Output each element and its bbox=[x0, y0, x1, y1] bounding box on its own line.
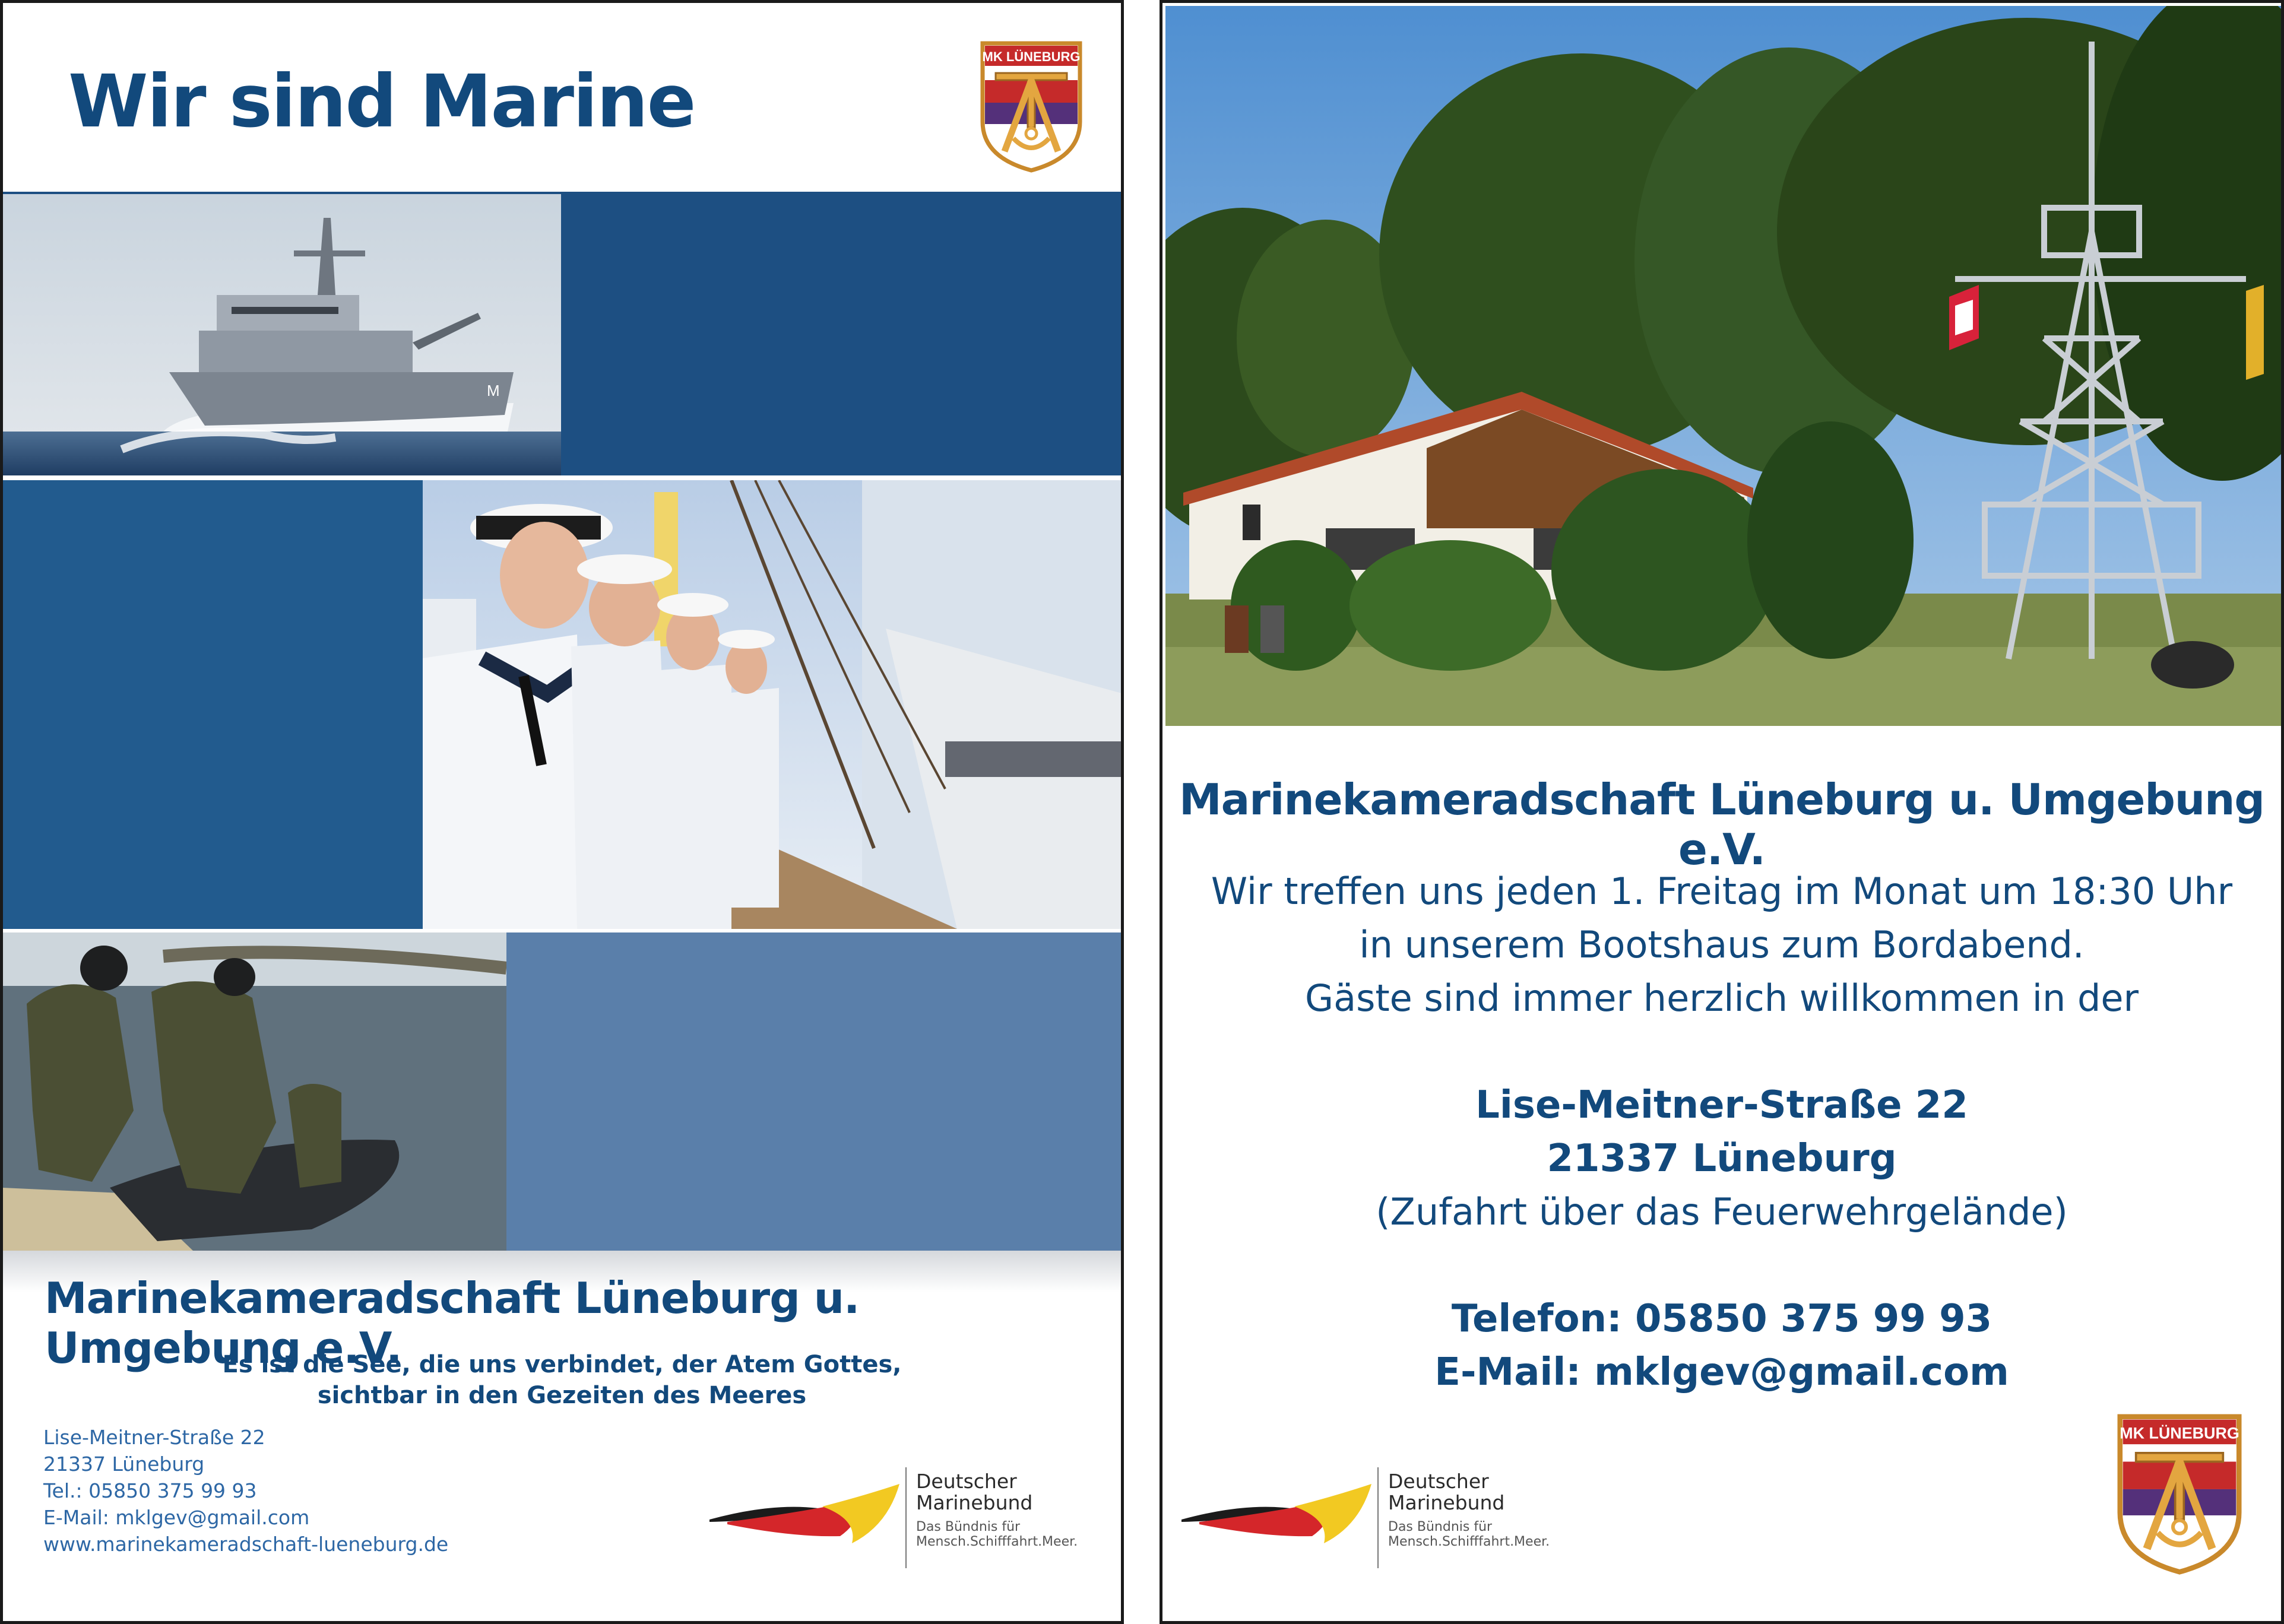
page-title: Wir sind Marine bbox=[68, 59, 695, 144]
navy-divers-photo bbox=[3, 932, 506, 1251]
sailors-photo bbox=[423, 480, 1124, 929]
partner-name-line: Marinebund bbox=[1388, 1491, 1505, 1514]
divider bbox=[3, 475, 1121, 480]
motto-line: Es ist die See, die uns verbindet, der Atem Gottes, bbox=[222, 1351, 902, 1378]
partner-name-line: Deutscher bbox=[1388, 1470, 1489, 1493]
logo-divider bbox=[1377, 1467, 1379, 1568]
partner-name-line: Marinebund bbox=[916, 1491, 1033, 1514]
address-city: 21337 Lüneburg bbox=[1547, 1137, 1897, 1181]
flyer-front bbox=[0, 0, 1124, 1624]
flyer-back bbox=[1160, 0, 2284, 1624]
meeting-info-line: in unserem Bootshaus zum Bordabend. bbox=[1359, 923, 2085, 966]
crest-label: MK LÜNEBURG bbox=[982, 49, 1081, 64]
contact-email[interactable]: E-Mail: mklgev@gmail.com bbox=[43, 1506, 310, 1529]
motto bbox=[3, 1349, 1121, 1411]
organization-heading: Marinekameradschaft Lüneburg u. Umgebung e.V. bbox=[1179, 775, 2264, 874]
organization-heading: Marinekameradschaft Lüneburg u. Umgebung e.V. bbox=[45, 1273, 860, 1373]
mk-crest-logo bbox=[2114, 1410, 2245, 1579]
address-access-note: (Zufahrt über das Feuerwehrgelände) bbox=[1376, 1190, 2068, 1233]
address-street: Lise-Meitner-Straße 22 bbox=[1475, 1083, 1968, 1127]
motto-line: sichtbar in den Gezeiten des Meeres bbox=[317, 1382, 807, 1409]
contact-block bbox=[43, 1424, 448, 1558]
mk-crest-logo bbox=[978, 39, 1085, 175]
warship-photo bbox=[3, 194, 561, 475]
contact-email[interactable]: E-Mail: mklgev@gmail.com bbox=[1434, 1350, 2009, 1394]
svg-text:M: M bbox=[487, 382, 500, 399]
partner-tagline-line: Das Bündnis für bbox=[916, 1520, 1021, 1534]
meeting-info-line: Gäste sind immer herzlich willkommen in der bbox=[1305, 976, 2139, 1020]
deutscher-marinebund-logo bbox=[704, 1460, 1107, 1573]
photo-credit bbox=[20, 537, 28, 923]
partner-tagline-line: Das Bündnis für bbox=[1388, 1520, 1493, 1534]
partner-tagline bbox=[1388, 1520, 1550, 1549]
contact-city: 21337 Lüneburg bbox=[43, 1452, 205, 1476]
crest-label: MK LÜNEBURG bbox=[2120, 1424, 2239, 1442]
flag-swoosh-icon bbox=[1176, 1460, 1377, 1573]
partner-name bbox=[916, 1471, 1032, 1514]
contact-phone: Tel.: 05850 375 99 93 bbox=[43, 1479, 257, 1502]
partner-name-line: Deutscher bbox=[916, 1470, 1017, 1493]
contact-phone: Telefon: 05850 375 99 93 bbox=[1451, 1297, 1992, 1341]
partner-tagline bbox=[916, 1520, 1078, 1549]
deutscher-marinebund-logo bbox=[1176, 1460, 1579, 1573]
contact-street: Lise-Meitner-Straße 22 bbox=[43, 1426, 265, 1449]
partner-tagline-line: Mensch.Schifffahrt.Meer. bbox=[916, 1534, 1078, 1549]
partner-tagline-line: Mensch.Schifffahrt.Meer. bbox=[1388, 1534, 1550, 1549]
meeting-info-line: Wir treffen uns jeden 1. Freitag im Monat um 18:30 Uhr bbox=[1211, 870, 2233, 913]
boathouse-photo bbox=[1165, 6, 2284, 726]
flag-swoosh-icon bbox=[704, 1460, 905, 1573]
contact-website[interactable]: www.marinekameradschaft-lueneburg.de bbox=[43, 1533, 449, 1556]
logo-divider bbox=[905, 1467, 907, 1568]
partner-name bbox=[1388, 1471, 1504, 1514]
